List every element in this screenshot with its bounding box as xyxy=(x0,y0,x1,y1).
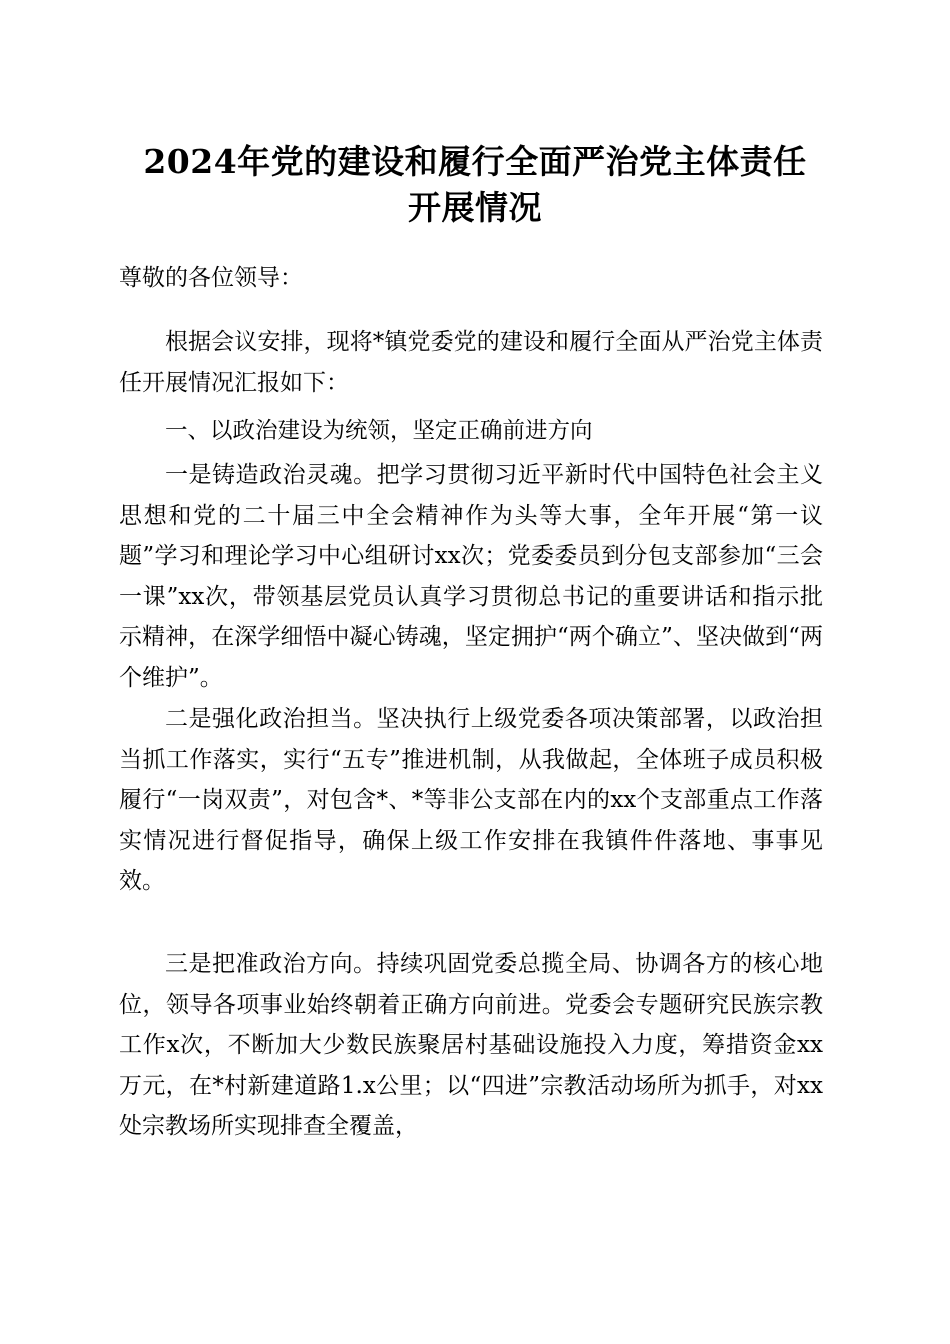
document-title-line2: 开展情况 xyxy=(408,188,542,227)
paragraph-1-text: 把学习贯彻习近平新时代中国特色社会主义思想和党的二十届三中全会精神作为头等大事，全年开展“第一议题”学习和理论学习中心组研讨xx次；党委委员到分包支部参加“三会一课”xx次，带领基层党员认真学习贯彻总书记的重要讲话和指示批示精神，在深学细悟中凝心铸魂，坚定拥护“两个确立”、坚决做到“两个维护”。 xyxy=(119,462,824,691)
document-title-line1: 2024年党的建设和履行全面严治党主体责任 xyxy=(143,142,807,181)
paragraph-3-lead: 三是把准政治方向。 xyxy=(165,951,377,977)
section-heading: 一、以政治建设为统领，坚定正确前进方向 xyxy=(165,418,593,444)
paragraph-2 xyxy=(119,699,823,902)
paragraph-1 xyxy=(119,455,823,698)
salutation: 尊敬的各位领导： xyxy=(119,265,303,291)
paragraph-3-text: 持续巩固党委总揽全局、协调各方的核心地位，领导各项事业始终朝着正确方向前进。党委会专题研究民族宗教工作x次，不断加大少数民族聚居村基础设施投入力度，筹措资金xx万元，在*村新建道路1.x公里；以“四进”宗教活动场所为抓手，对xx处宗教场所实现排查全覆盖， xyxy=(119,951,824,1139)
intro-paragraph: 根据会议安排，现将*镇党委党的建设和履行全面从严治党主体责任开展情况汇报如下： xyxy=(119,329,823,396)
paragraph-1-lead: 一是铸造政治灵魂。 xyxy=(165,462,377,488)
paragraph-3 xyxy=(119,944,823,1147)
paragraph-2-text: 坚决执行上级党委各项决策部署，以政治担当抓工作落实，实行“五专”推进机制，从我做起，全体班子成员积极履行“一岗双责”，对包含*、*等非公支部在内的xx个支部重点工作落实情况进行督促指导，确保上级工作安排在我镇件件落地、事事见效。 xyxy=(119,706,824,894)
paragraph-2-lead: 二是强化政治担当。 xyxy=(165,706,377,732)
